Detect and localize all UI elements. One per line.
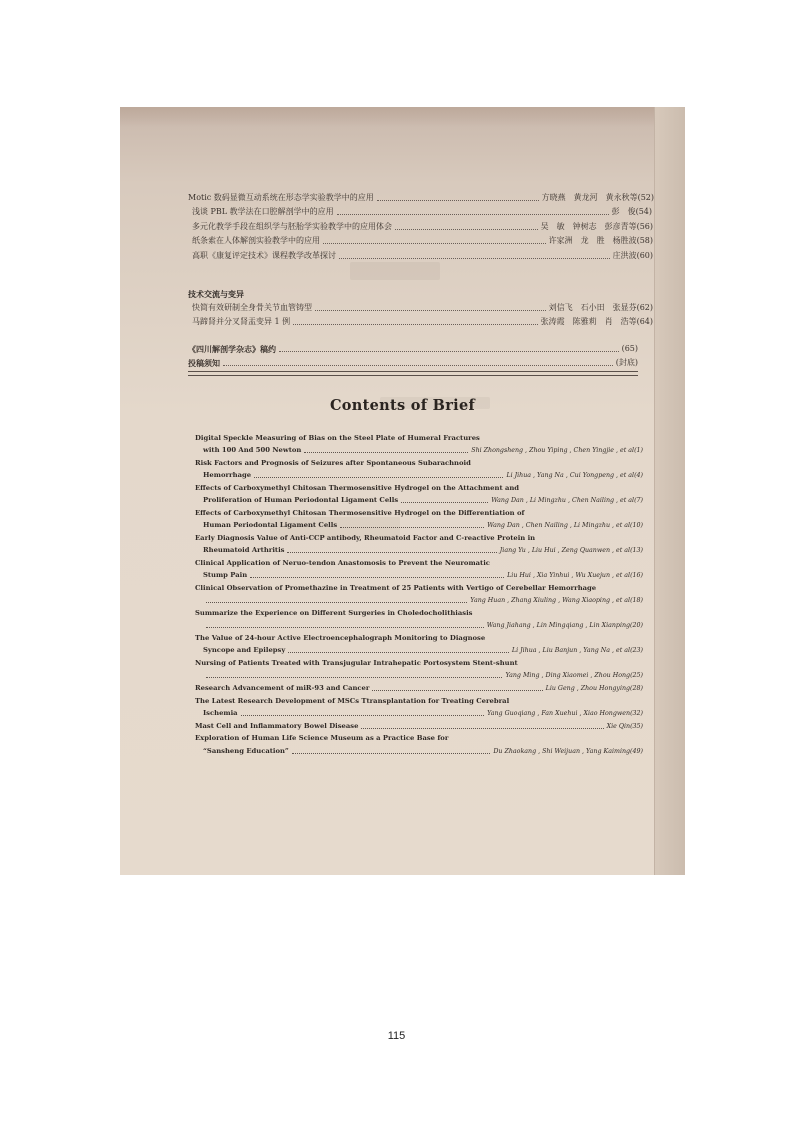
- en-article-title-text: Digital Speckle Measuring of Bias on the Steel Plate of Humeral Fractures: [195, 434, 480, 442]
- notice-title: 《四川解剖学杂志》稿约: [188, 344, 276, 354]
- leader-dots: [323, 243, 546, 244]
- en-article-row: [203, 709, 643, 718]
- leader-dots: [377, 200, 539, 201]
- en-article-row: [203, 671, 643, 680]
- en-article-title-text: Proliferation of Human Periodontal Ligament Cells: [203, 496, 399, 505]
- en-article-authors: Yang Ming , Ding Xiaomei , Zhou Hong(25): [505, 672, 643, 680]
- en-article-title-text: Early Diagnosis Value of Anti-CCP antibody, Rheumatoid Factor and C-reactive Protein in: [195, 534, 536, 542]
- bleed-through: [350, 262, 440, 280]
- en-article-title-line: [195, 559, 490, 568]
- en-article-row: [203, 546, 643, 555]
- notice-row: [188, 358, 638, 368]
- section-item-authors: 张涛霞 陈雅莉 肖 浩等(64): [540, 317, 653, 326]
- leader-dots: [223, 365, 613, 366]
- en-article-authors: Liu Hui , Xia Yinhui , Wu Xuejun , et al(16): [507, 572, 643, 580]
- en-article-title-line: [195, 734, 448, 743]
- en-article-title-text: Nursing of Patients Treated with Transjugular Intrahepatic Portosystem Stent-shunt: [195, 659, 518, 667]
- en-article-row: [195, 722, 643, 731]
- zh-article-title: 高职《康复评定技术》课程教学改革探讨: [192, 251, 336, 260]
- en-article-title-line: [195, 634, 485, 643]
- leader-dots: [206, 627, 484, 628]
- leader-dots: [372, 690, 542, 691]
- leader-dots: [206, 677, 502, 678]
- en-article-authors: Jiang Yu , Liu Hui , Zeng Quanwen , et al(13): [499, 547, 643, 555]
- leader-dots: [241, 715, 484, 716]
- zh-article-row: [188, 193, 654, 203]
- notice-ref: (65): [621, 344, 638, 353]
- leader-dots: [361, 728, 603, 729]
- en-article-row: [203, 747, 643, 756]
- leader-dots: [401, 502, 488, 503]
- zh-article-title: 浅谈 PBL 教学法在口腔解剖学中的应用: [192, 207, 334, 216]
- zh-article-title: Motic 数码显微互动系统在形态学实验教学中的应用: [188, 193, 374, 202]
- zh-article-title: 多元化教学手段在组织学与胚胎学实验教学中的应用体会: [192, 222, 392, 231]
- en-article-title-text: The Value of 24-hour Active Electroencephalograph Monitoring to Diagnose: [195, 634, 486, 642]
- notice-ref: (封底): [615, 358, 638, 367]
- scanned-journal-page: [120, 107, 685, 875]
- en-article-authors: Liu Geng , Zhou Hongying(28): [545, 685, 643, 692]
- en-article-title-line: [195, 584, 596, 593]
- leader-dots: [287, 552, 496, 553]
- en-article-title-text: Mast Cell and Inflammatory Bowel Disease: [195, 721, 359, 730]
- section-item-row: [192, 317, 653, 327]
- zh-article-row: [192, 222, 653, 232]
- section-item-title: 马蹄肾并分叉肾盂变异 1 例: [192, 317, 291, 326]
- en-article-title-text: Summarize the Experience on Different Surgeries in Choledocholithiasis: [195, 609, 473, 617]
- leader-dots: [339, 258, 610, 259]
- leader-dots: [337, 214, 609, 215]
- leader-dots: [254, 477, 503, 478]
- en-article-title-text: Research Advancement of miR-93 and Cancer: [195, 684, 370, 692]
- en-article-title-line: [195, 534, 535, 543]
- en-article-authors: Li Jihua , Liu Banjun , Yang Na , et al(23): [511, 647, 643, 655]
- en-article-title-line: [195, 659, 518, 668]
- section-item-row: [192, 303, 653, 313]
- en-article-title-text: Effects of Carboxymethyl Chitosan Thermosensitive Hydrogel on the Differentiation of: [195, 509, 525, 517]
- en-article-title-line: [195, 697, 509, 706]
- zh-article-authors: 吴 敏 钟树志 彭彦青等(56): [540, 222, 653, 231]
- en-article-title-text: Ischemia: [203, 709, 238, 717]
- en-article-authors: Shi Zhongsheng , Zhou Yiping , Chen Yingjie , et al(1): [471, 447, 643, 455]
- zh-article-row: [192, 207, 652, 217]
- page-edge: [654, 107, 685, 875]
- en-article-title-text: Clinical Observation of Promethazine in Treatment of 25 Patients with Vertigo of Cerebellar Hemorrhage: [195, 584, 597, 592]
- notice-row: [188, 344, 638, 354]
- leader-dots: [395, 229, 538, 230]
- section-heading: 技术交流与变异: [188, 289, 244, 299]
- leader-dots: [340, 527, 484, 528]
- section-item-title: 快简有效研制全身骨关节血管铸型: [192, 303, 312, 312]
- en-article-authors: Wang Dan , Li Mingzhu , Chen Nailing , et al(7): [491, 497, 643, 505]
- en-article-title-line: [195, 609, 473, 618]
- en-article-title-text: Syncope and Epilepsy: [203, 646, 286, 655]
- en-article-title-text: Rheumatoid Arthritis: [203, 546, 285, 555]
- en-article-title-text: Risk Factors and Prognosis of Seizures after Spontaneous Subarachnoid: [195, 459, 471, 467]
- en-article-row: [203, 521, 643, 530]
- contents-title: Contents of Brief: [329, 397, 476, 414]
- en-article-authors: Yang Guoqiang , Fan Xuehui , Xiao Hongwen(32): [487, 710, 643, 717]
- en-article-title-line: [195, 459, 471, 468]
- en-article-title-text: “Sansheng Education”: [203, 746, 289, 755]
- leader-dots: [206, 602, 467, 603]
- en-article-authors: Yang Huan , Zhang Xiuling , Wang Xiaoping , et al(18): [470, 597, 643, 605]
- en-article-authors: Li Jihua , Yang Na , Cui Yongpeng , et al(4): [506, 472, 643, 480]
- leader-dots: [315, 310, 546, 311]
- leader-dots: [288, 652, 509, 653]
- en-article-row: [203, 471, 643, 480]
- en-article-row: [203, 496, 643, 505]
- en-article-title-text: Stump Pain: [203, 571, 248, 580]
- en-article-title-line: [195, 509, 524, 518]
- en-article-authors: Xie Qin(35): [606, 722, 643, 730]
- zh-article-row: [192, 236, 653, 246]
- en-article-row: [203, 621, 643, 630]
- en-article-title-text: Effects of Carboxymethyl Chitosan Thermosensitive Hydrogel on the Attachment and: [195, 484, 520, 492]
- en-article-authors: Wang Jiahang , Lin Mingqiang , Lin Xianping(20): [486, 622, 643, 630]
- en-article-title-text: Clinical Application of Neruo-tendon Anastomosis to Prevent the Neuromatic: [195, 559, 490, 567]
- en-article-title-text: Exploration of Human Life Science Museum as a Practice Base for: [195, 734, 449, 743]
- en-article-title-text: Hemorrhage: [203, 471, 252, 480]
- en-article-row: [203, 446, 643, 455]
- zh-article-authors: 彭 俊(54): [611, 207, 652, 216]
- en-article-title-text: Human Periodontal Ligament Cells: [203, 521, 338, 530]
- leader-dots: [304, 452, 468, 453]
- zh-article-authors: 庄洪波(60): [612, 251, 653, 260]
- leader-dots: [279, 351, 619, 352]
- en-article-row: [203, 596, 643, 605]
- en-article-authors: Du Zhaokang , Shi Weijuan , Yang Kaiming(49): [493, 747, 643, 755]
- en-article-title-text: with 100 And 500 Newton: [203, 446, 302, 455]
- en-article-row: [195, 684, 643, 693]
- en-article-authors: Wang Dan , Chen Nailing , Li Mingzhu , et al(10): [487, 522, 643, 530]
- zh-article-authors: 许家洲 龙 胜 杨胜波(58): [548, 236, 653, 245]
- leader-dots: [250, 577, 504, 578]
- page-shadow: [120, 107, 685, 127]
- en-article-title-line: [195, 484, 519, 493]
- en-article-title-text: The Latest Research Development of MSCs Ttransplantation for Treating Cerebral: [195, 696, 510, 705]
- zh-article-row: [192, 251, 653, 261]
- page-number: 115: [387, 1030, 406, 1042]
- section-divider: [188, 371, 638, 376]
- zh-article-title: 纸条索在人体解剖实验教学中的应用: [192, 236, 320, 245]
- section-item-authors: 刘信飞 石小田 张显芬(62): [548, 303, 653, 312]
- zh-article-authors: 方晓燕 黄龙河 黄永秋等(52): [541, 193, 654, 202]
- leader-dots: [293, 324, 537, 325]
- en-article-title-line: [195, 434, 480, 443]
- en-article-row: [203, 646, 643, 655]
- en-article-row: [203, 571, 643, 580]
- notice-title: 投稿须知: [188, 358, 220, 368]
- leader-dots: [292, 753, 491, 754]
